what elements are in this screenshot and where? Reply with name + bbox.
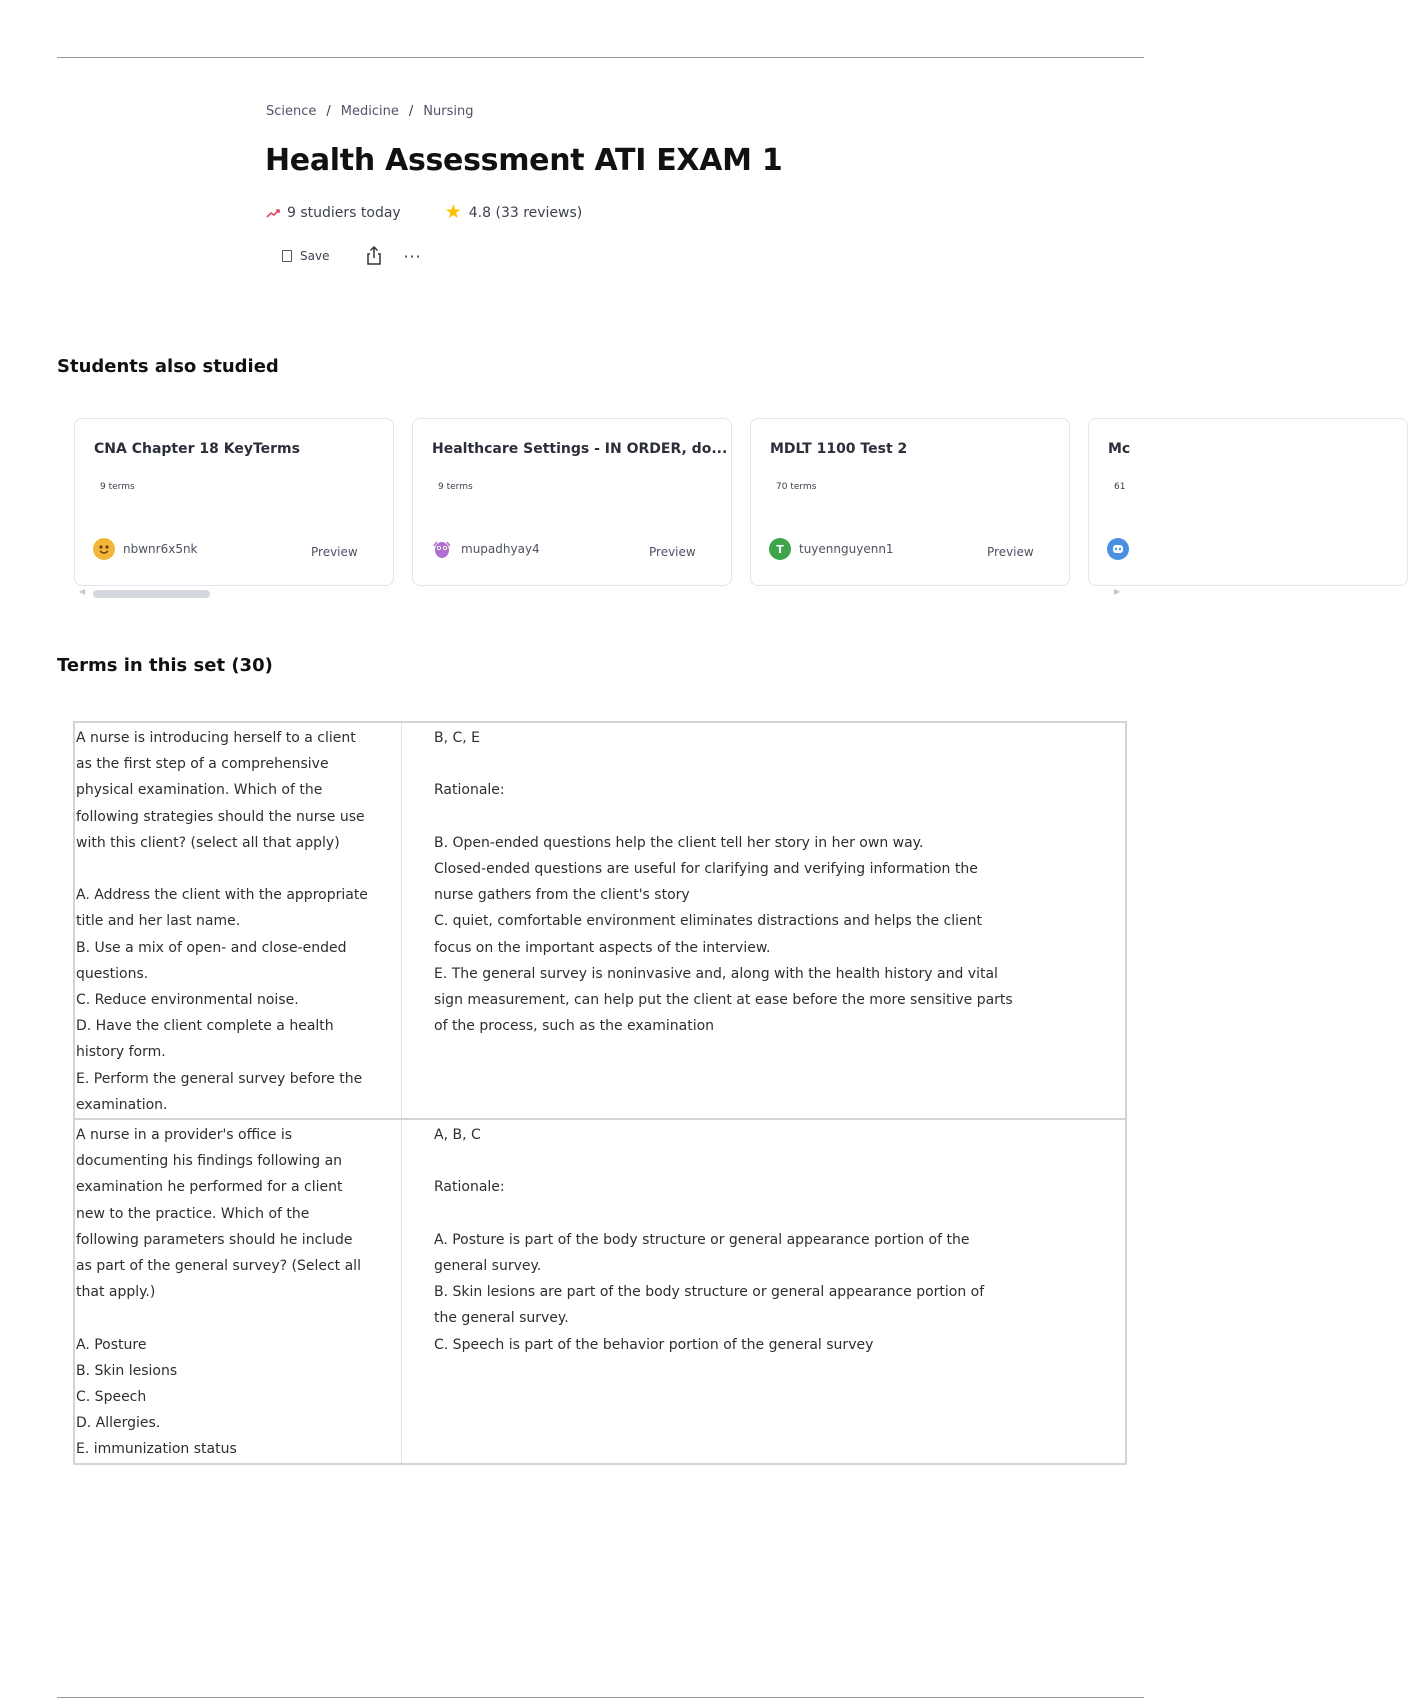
question-line: title and her last name. (76, 913, 241, 930)
card-title: Mc (1108, 441, 1131, 457)
students-also-studied-heading: Students also studied (57, 356, 279, 377)
question-line: A nurse is introducing herself to a client (76, 730, 356, 746)
card-title: MDLT 1100 Test 2 (770, 441, 908, 457)
question-line: C. Speech (76, 1389, 147, 1406)
card-title: Healthcare Settings - IN ORDER, do... (432, 441, 728, 457)
emoji-face-icon (96, 541, 112, 557)
question-line: following parameters should he include (76, 1231, 353, 1248)
also-studied-carousel[interactable] (74, 418, 1131, 592)
set-stats (266, 203, 582, 222)
question-line: examination he performed for a client (76, 1179, 343, 1196)
avatar (431, 538, 453, 560)
avatar (1107, 538, 1129, 560)
question-line: as the first step of a comprehensive (76, 756, 329, 773)
card-title: CNA Chapter 18 KeyTerms (94, 441, 300, 457)
terms-table (73, 721, 1127, 1465)
author-name: nbwnr6x5nk (123, 542, 198, 556)
save-button[interactable] (282, 249, 329, 263)
avatar: T (769, 538, 791, 560)
question-line: with this client? (select all that apply) (76, 834, 340, 851)
question-line: D. Have the client complete a health (76, 1018, 334, 1035)
answer-line: E. The general survey is noninvasive and, along with the health history and vital (434, 965, 998, 982)
card-term-count: 61 (1114, 482, 1126, 492)
answer-line: the general survey. (434, 1310, 569, 1327)
answer-line: B, C, E (434, 730, 481, 746)
star-icon: ★ (444, 201, 462, 223)
question-line: E. immunization status (76, 1441, 237, 1458)
term-question (75, 1120, 402, 1463)
rating-stat[interactable] (445, 203, 583, 222)
breadcrumb-science[interactable]: Science (266, 104, 317, 119)
terms-heading: Terms in this set (30) (57, 655, 273, 676)
answer-line: B. Skin lesions are part of the body structure or general appearance portion of (434, 1284, 985, 1301)
card-author[interactable] (93, 538, 198, 560)
question-line: that apply.) (76, 1284, 156, 1301)
answer-line (434, 751, 1125, 777)
studiers-count: 9 studiers today (287, 204, 401, 221)
card-author[interactable] (769, 538, 894, 560)
study-set-card[interactable] (412, 418, 732, 586)
answer-line (434, 804, 1125, 830)
term-question (75, 723, 402, 1118)
question-line: B. Use a mix of open- and close-ended (76, 939, 347, 956)
breadcrumb-separator: / (408, 104, 414, 119)
term-row (75, 723, 1125, 1118)
question-line: C. Reduce environmental noise. (76, 992, 299, 1009)
save-label: Save (300, 249, 330, 263)
question-line: A. Posture (76, 1336, 147, 1353)
question-line: as part of the general survey? (Select all (76, 1258, 361, 1275)
carousel-scrollbar[interactable] (93, 590, 210, 598)
term-answer (402, 1120, 1125, 1463)
card-term-count: 9 terms (438, 482, 473, 492)
answer-line: A. Posture is part of the body structure or general appearance portion of the (434, 1231, 970, 1248)
studiers-stat (266, 205, 401, 221)
card-term-count: 9 terms (100, 482, 135, 492)
term-answer (402, 723, 1125, 1118)
question-line: B. Skin lesions (76, 1362, 178, 1379)
answer-line (434, 1148, 1125, 1174)
question-line (76, 856, 401, 882)
answer-line: B. Open-ended questions help the client tell her story in her own way. (434, 834, 924, 851)
question-line: examination. (76, 1096, 168, 1113)
share-button[interactable] (365, 246, 383, 266)
question-line: physical examination. Which of the (76, 782, 323, 799)
question-line: questions. (76, 965, 149, 982)
bottom-divider (57, 1697, 1144, 1698)
question-line: D. Allergies. (76, 1415, 161, 1432)
top-divider (57, 57, 1144, 58)
question-line: history form. (76, 1044, 166, 1061)
study-set-card[interactable] (750, 418, 1070, 586)
question-line: E. Perform the general survey before the (76, 1070, 363, 1087)
preview-button[interactable]: Preview (311, 545, 358, 559)
preview-button[interactable]: Preview (649, 545, 696, 559)
answer-line: C. quiet, comfortable environment eliminates distractions and helps the client (434, 913, 983, 930)
question-line: documenting his findings following an (76, 1153, 343, 1170)
card-term-count: 70 terms (776, 482, 817, 492)
robot-avatar-icon (1111, 542, 1125, 556)
set-actions (282, 246, 422, 266)
breadcrumb-medicine[interactable]: Medicine (340, 104, 399, 119)
question-line (76, 1305, 401, 1331)
term-row (75, 1118, 1125, 1463)
breadcrumb-nursing[interactable]: Nursing (423, 104, 474, 119)
study-set-card[interactable] (74, 418, 394, 586)
author-name: mupadhyay4 (461, 542, 540, 556)
bookmark-icon (282, 250, 292, 262)
scroll-right-arrow-icon[interactable]: ▶ (1114, 587, 1121, 596)
question-line: A nurse in a provider's office is (76, 1127, 293, 1144)
share-icon (365, 246, 383, 266)
answer-line: Closed-ended questions are useful for clarifying and verifying information the (434, 860, 978, 877)
author-name: tuyennguyenn1 (799, 542, 894, 556)
scroll-left-arrow-icon[interactable]: ◀ (79, 587, 86, 596)
page-title: Health Assessment ATI EXAM 1 (265, 143, 783, 178)
answer-line: focus on the important aspects of the interview. (434, 939, 771, 956)
breadcrumb (266, 104, 473, 119)
more-options-button[interactable]: ··· (403, 246, 422, 266)
avatar (93, 538, 115, 560)
question-line: A. Address the client with the appropriate (76, 887, 368, 904)
answer-line: nurse gathers from the client's story (434, 887, 690, 904)
card-author[interactable] (431, 538, 540, 560)
trending-up-icon (266, 208, 280, 218)
preview-button[interactable]: Preview (987, 545, 1034, 559)
rating-value: 4.8 (33 reviews) (468, 204, 583, 221)
question-line: following strategies should the nurse use (76, 808, 365, 825)
answer-line: Rationale: (434, 1179, 505, 1196)
answer-line: Rationale: (434, 782, 505, 799)
answer-line: C. Speech is part of the behavior portion of the general survey (434, 1336, 874, 1353)
answer-line: general survey. (434, 1258, 542, 1275)
answer-line: of the process, such as the examination (434, 1018, 715, 1035)
breadcrumb-separator: / (326, 104, 331, 119)
answer-line (434, 1201, 1125, 1227)
answer-line: sign measurement, can help put the client at ease before the more sensitive parts (434, 992, 1013, 1008)
monster-avatar-icon (431, 538, 453, 560)
study-set-card[interactable] (1088, 418, 1408, 586)
question-line: new to the practice. Which of the (76, 1205, 310, 1222)
answer-line: A, B, C (434, 1127, 481, 1144)
card-author[interactable] (1107, 538, 1129, 560)
